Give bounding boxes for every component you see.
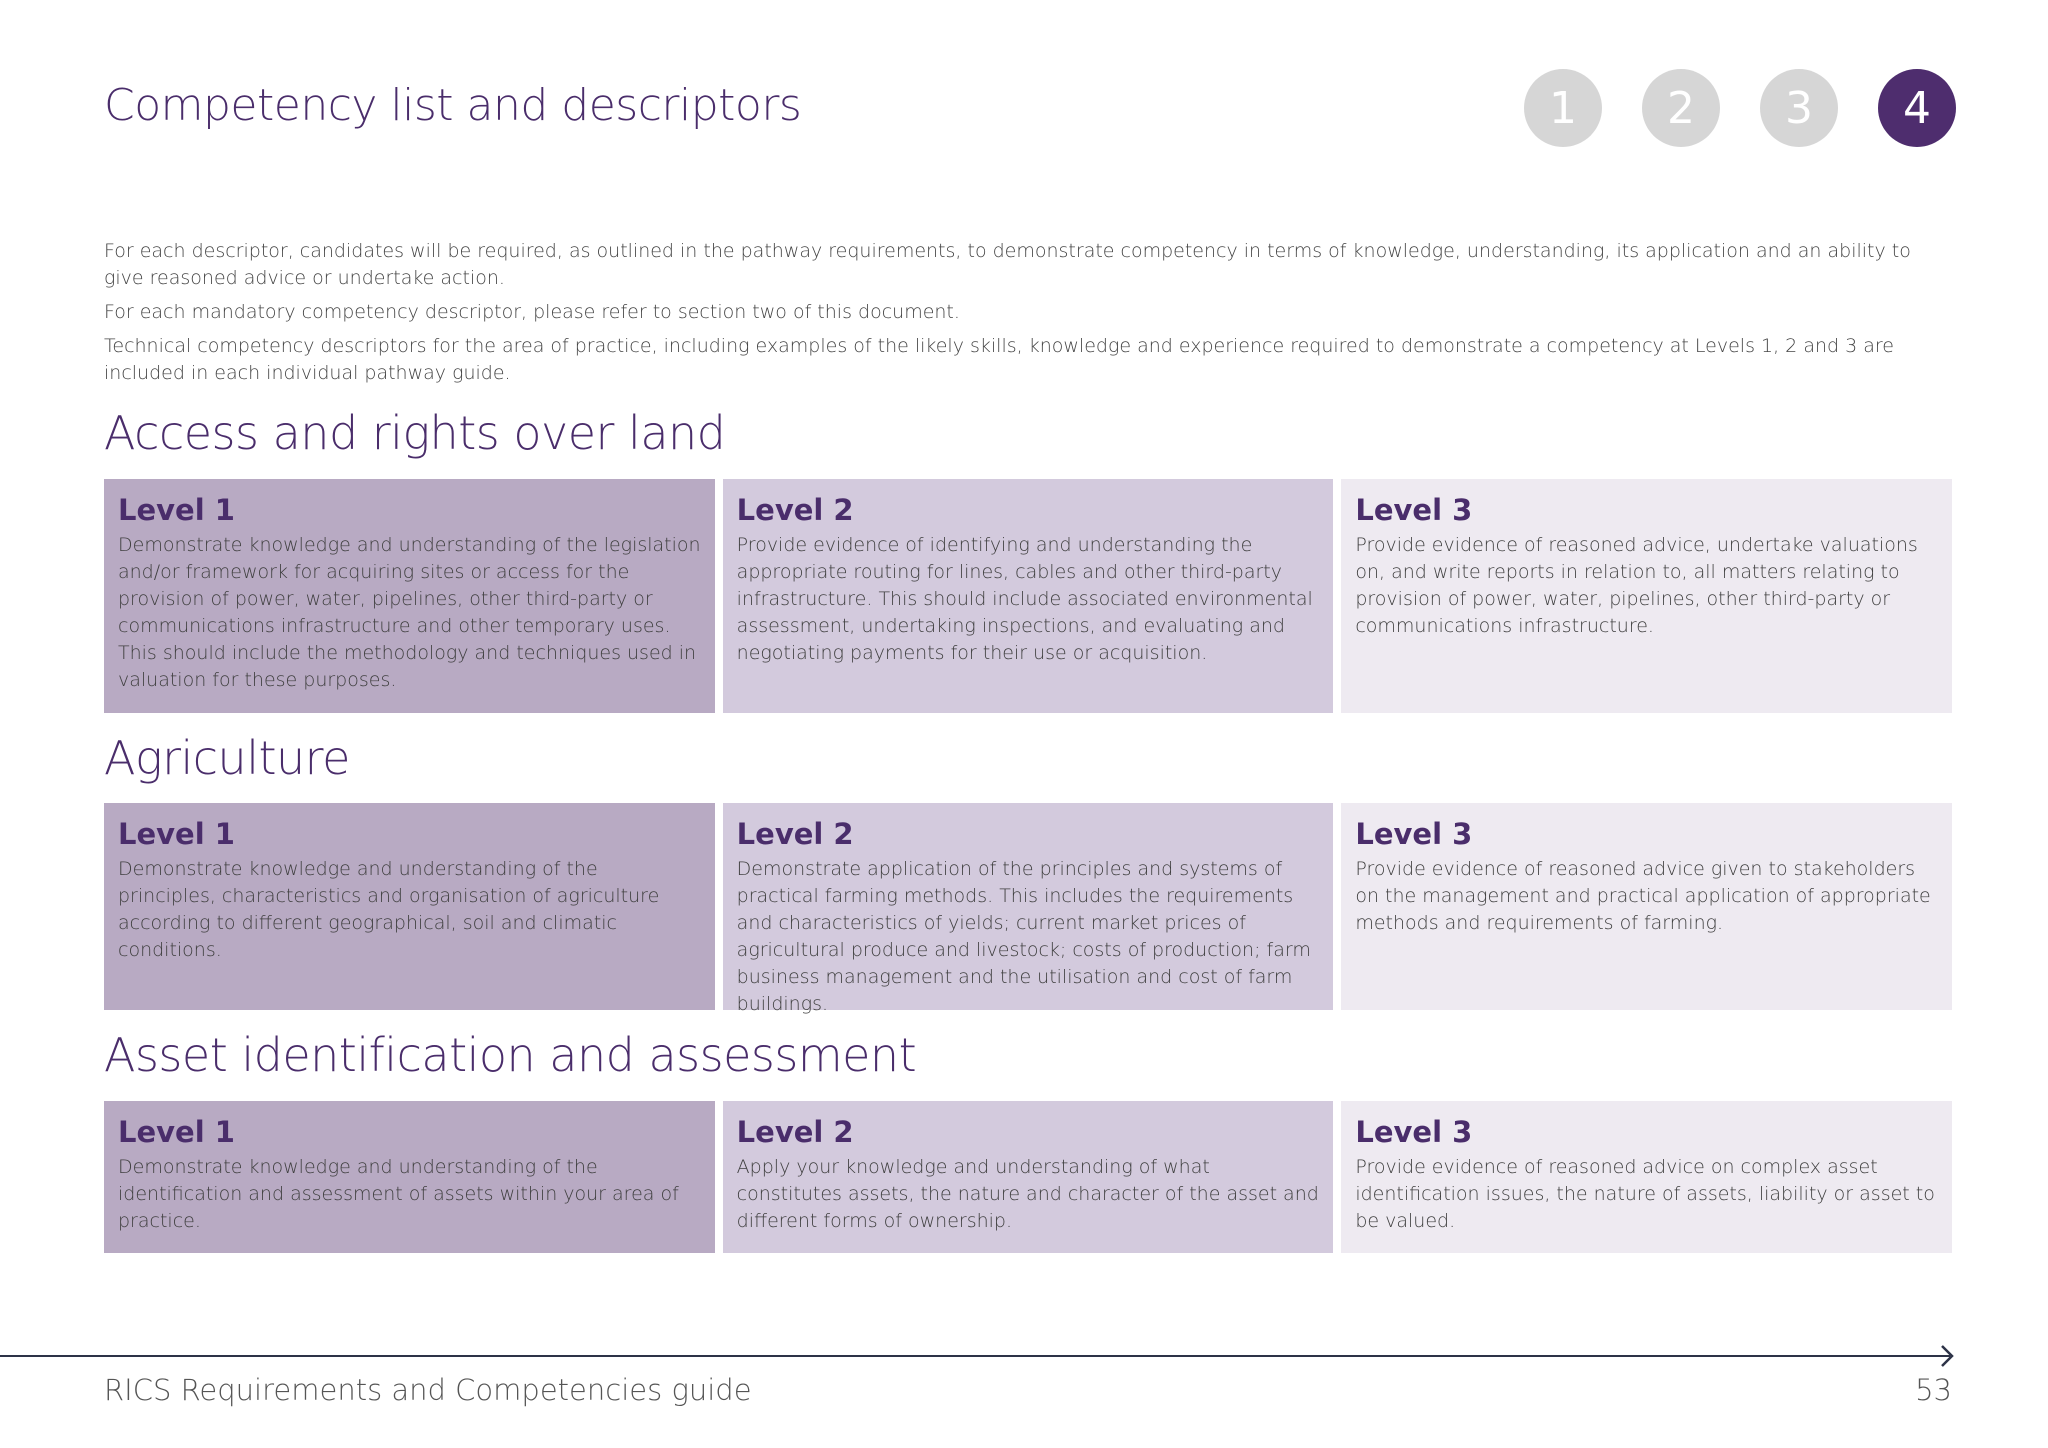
level-title: Level 1 — [118, 493, 235, 527]
step-2-button[interactable]: 2 — [1642, 69, 1720, 147]
level-title: Level 2 — [736, 1115, 854, 1149]
level-description: Demonstrate knowledge and understanding of the legislation and/or framework for acquiring sites or access for the provision of power, water, pipelines, other third-party or communications infrastructure and other temporary uses. This should include the methodology and techniques used in valuation for these purposes. — [118, 534, 701, 691]
level-1-cell — [104, 1101, 715, 1253]
footer-divider — [0, 1355, 1950, 1357]
level-row-access — [104, 479, 1952, 713]
level-2-cell — [723, 1101, 1334, 1253]
section-heading-access: Access and rights over land — [104, 406, 726, 460]
intro-text — [104, 238, 1944, 394]
level-title: Level 3 — [1355, 493, 1473, 527]
level-1-cell — [104, 479, 715, 713]
intro-paragraph-2: For each mandatory competency descriptor, please refer to section two of this document. — [104, 301, 960, 323]
level-description: Demonstrate application of the principles and systems of practical farming methods. This includes the requirements and characteristics of yields; current market prices of agricultural produce and livestock; costs of production; farm business management and the utilisation and cost of farm buildings. — [736, 858, 1311, 1015]
arrow-right-icon — [1936, 1344, 1960, 1368]
level-title: Level 3 — [1355, 1115, 1473, 1149]
level-title: Level 3 — [1355, 817, 1473, 851]
level-2-cell — [723, 803, 1334, 1015]
level-3-cell — [1341, 803, 1952, 1010]
level-row-agriculture — [104, 803, 1952, 1015]
level-title: Level 2 — [736, 493, 854, 527]
intro-paragraph-3: Technical competency descriptors for the area of practice, including examples of the likely skills, knowledge and experience required to demonstrate a competency at Levels 1, 2 and 3 are included in each individual pathway guide. — [104, 335, 1894, 384]
level-title: Level 1 — [118, 1115, 235, 1149]
level-description: Provide evidence of reasoned advice given to stakeholders on the management and practical application of appropriate methods and requirements of farming. — [1355, 858, 1931, 934]
section-heading-asset: Asset identification and assessment — [104, 1028, 917, 1082]
level-row-asset — [104, 1101, 1952, 1253]
level-description: Apply your knowledge and understanding of what constitutes assets, the nature and character of the asset and different forms of ownership. — [736, 1156, 1319, 1232]
level-1-cell — [104, 803, 715, 1010]
level-title: Level 1 — [118, 817, 235, 851]
step-3-button[interactable]: 3 — [1760, 69, 1838, 147]
intro-paragraph-1: For each descriptor, candidates will be required, as outlined in the pathway requirements, to demonstrate competency in terms of knowledge, understanding, its application and an ability to give reasoned advice or undertake action. — [104, 240, 1911, 289]
level-title: Level 2 — [736, 817, 854, 851]
section-heading-agriculture: Agriculture — [104, 731, 350, 785]
footer-document-title: RICS Requirements and Competencies guide — [104, 1373, 752, 1407]
level-description: Demonstrate knowledge and understanding of the principles, characteristics and organisation of agriculture according to different geographical, soil and climatic conditions. — [118, 858, 660, 961]
level-description: Provide evidence of identifying and understanding the appropriate routing for lines, cables and other third-party infrastructure. This should include associated environmental assessment, undertaking inspections, and evaluating and negotiating payments for their use or acquisition. — [736, 534, 1313, 664]
step-4-button-active[interactable]: 4 — [1878, 69, 1956, 147]
level-description: Provide evidence of reasoned advice, undertake valuations on, and write reports in relation to, all matters relating to provision of power, water, pipelines, other third-party or communications infrastructure. — [1355, 534, 1918, 637]
page-title: Competency list and descriptors — [104, 80, 802, 131]
page-number: 53 — [1915, 1373, 1952, 1407]
level-description: Provide evidence of reasoned advice on complex asset identification issues, the nature of assets, liability or asset to be valued. — [1355, 1156, 1935, 1232]
level-description: Demonstrate knowledge and understanding of the identification and assessment of assets within your area of practice. — [118, 1156, 679, 1232]
level-3-cell — [1341, 1101, 1952, 1253]
level-2-cell — [723, 479, 1334, 713]
level-3-cell — [1341, 479, 1952, 713]
step-1-button[interactable]: 1 — [1524, 69, 1602, 147]
